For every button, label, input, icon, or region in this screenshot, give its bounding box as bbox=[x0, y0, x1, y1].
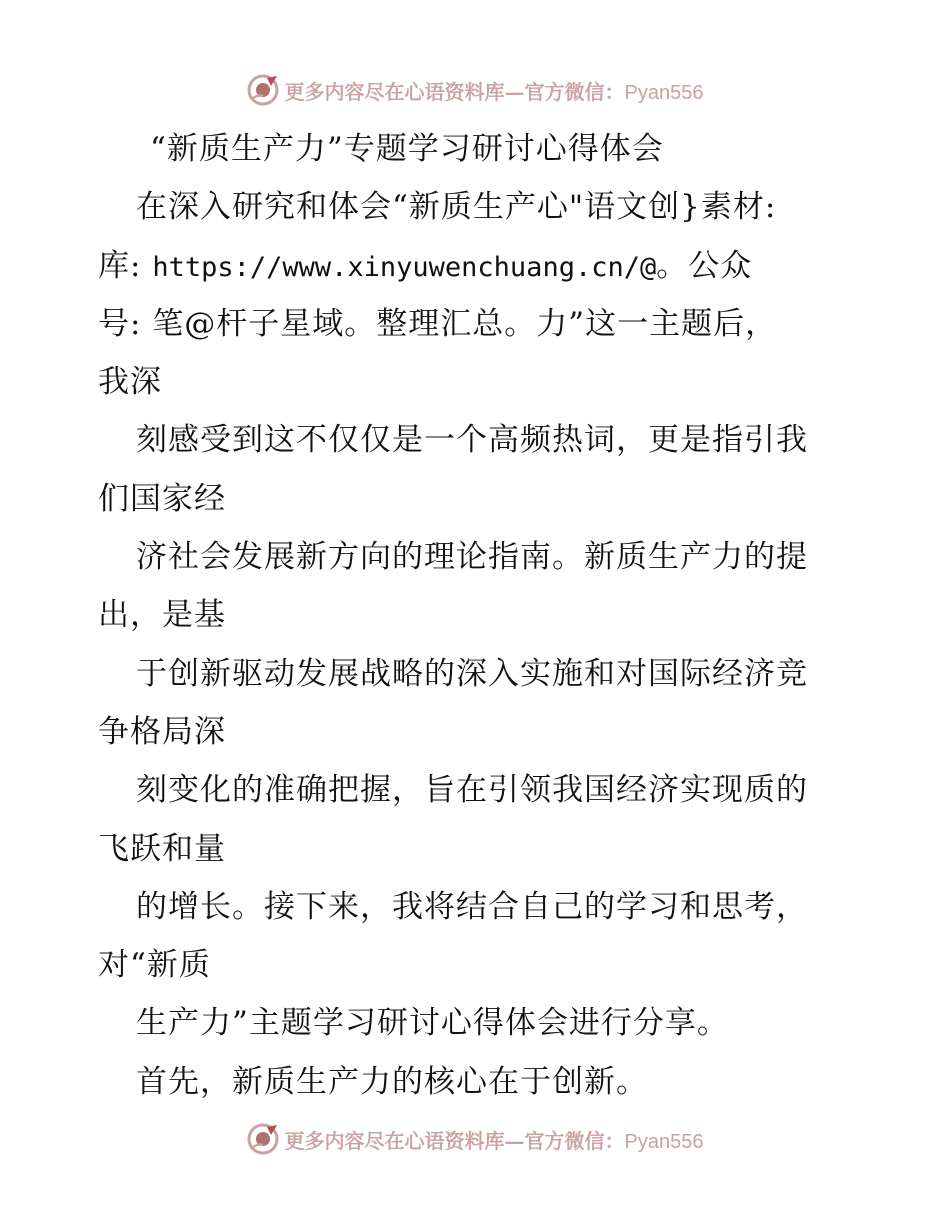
text-line: 我深 bbox=[98, 364, 162, 401]
banner-text: 更多内容尽在心语资料库—官方微信：Pyan556 bbox=[284, 79, 704, 104]
text-line: 在深入研究和体会“新质生产心"语文创}素材: bbox=[136, 189, 777, 226]
brush-pen-logo-icon bbox=[247, 74, 279, 106]
document-title: “新质生产力”专题学习研讨心得体会 bbox=[150, 131, 664, 167]
footer-banner bbox=[0, 1119, 950, 1159]
brush-pen-logo-icon bbox=[247, 1123, 279, 1155]
text-line: 于创新驱动发展战略的深入实施和对国际经济竞 bbox=[136, 655, 808, 692]
text-line: 飞跃和量 bbox=[98, 830, 226, 867]
text-line: 生产力”主题学习研讨心得体会进行分享。 bbox=[136, 1005, 729, 1042]
text-line: 的增长。接下来，我将结合自己的学习和思考， bbox=[136, 888, 808, 925]
text-line: 首先，新质生产力的核心在于创新。 bbox=[136, 1063, 648, 1100]
text-line: 号: 笔@杆子星域。整理汇总。力”这一主题后， bbox=[98, 305, 778, 342]
document-body bbox=[98, 120, 858, 1111]
text-line: 出，是基 bbox=[98, 597, 226, 634]
text-line: 争格局深 bbox=[98, 713, 226, 750]
banner-wechat-id: Pyan556 bbox=[624, 1130, 704, 1153]
text-line: 们国家经 bbox=[98, 480, 226, 517]
header-banner bbox=[0, 70, 950, 110]
banner-wechat-id: Pyan556 bbox=[624, 81, 704, 104]
text-line: 济社会发展新方向的理论指南。新质生产力的提 bbox=[136, 539, 808, 576]
banner-text: 更多内容尽在心语资料库—官方微信：Pyan556 bbox=[284, 1128, 704, 1153]
text-line: 对“新质 bbox=[98, 947, 211, 984]
text-line: 刻变化的准确把握，旨在引领我国经济实现质的 bbox=[136, 772, 808, 809]
text-line: 库: https://www.xinyuwenchuang.cn/@。公众 bbox=[98, 247, 753, 284]
text-line: 刻感受到这不仅仅是一个高频热词，更是指引我 bbox=[136, 422, 808, 459]
source-url: https://www.xinyuwenchuang.cn/@ bbox=[152, 251, 657, 283]
